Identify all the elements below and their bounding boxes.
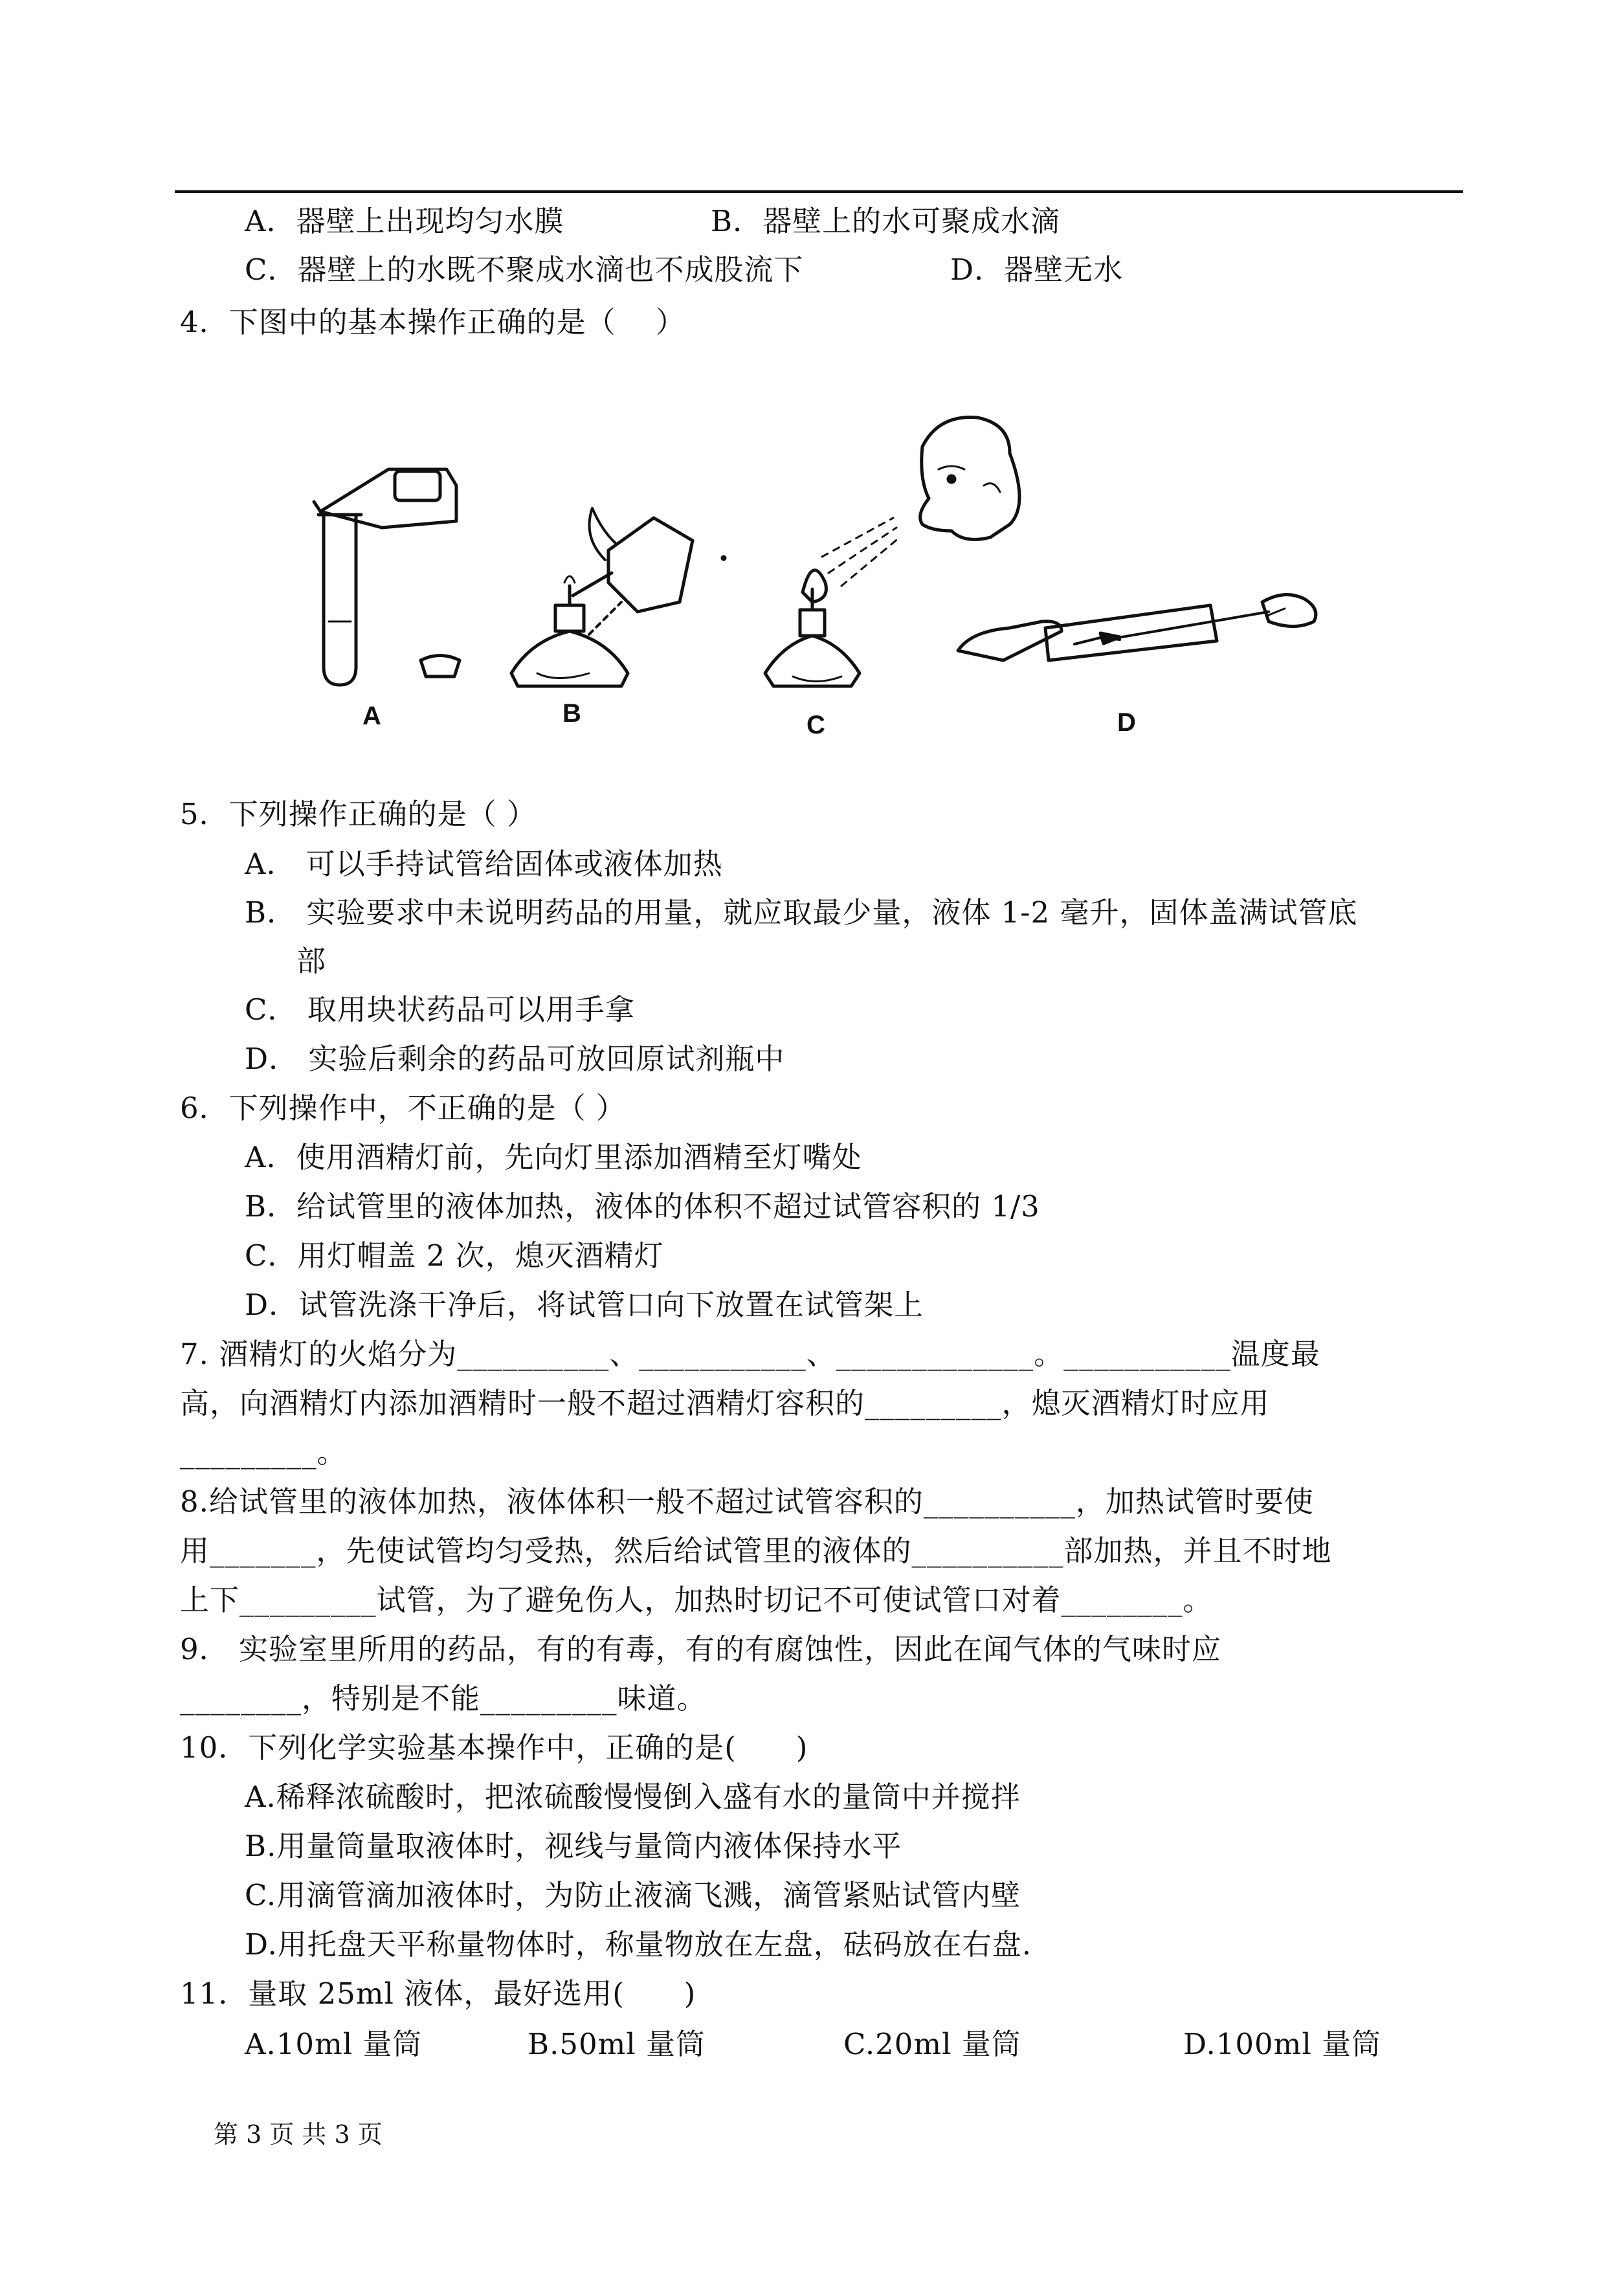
q10-option-c: C.用滴管滴加液体时，为防止液滴飞溅，滴管紧贴试管内壁 [245, 1878, 1021, 1912]
q5-option-a: A． 可以手持试管给固体或液体加热 [245, 847, 723, 881]
q8-line2: 用_______，先使试管均匀受热，然后给试管里的液体的__________部加热，并且不时地 [180, 1534, 1332, 1568]
q11-option-c: C.20ml 量筒 [843, 2027, 1021, 2061]
page-footer: 第 3 页 共 3 页 [214, 2120, 383, 2149]
q5-option-c: C． 取用块状药品可以用手拿 [245, 992, 635, 1027]
q11-stem: 11．量取 25ml 液体，最好选用( ) [180, 1976, 696, 2011]
q6-stem: 6．下列操作中，不正确的是（ ） [180, 1091, 626, 1125]
q5-option-d: D． 实验后剩余的药品可放回原试剂瓶中 [245, 1042, 785, 1076]
figure-d-spatula-illustration [958, 595, 1316, 660]
q3-option-a: A．器壁上出现均匀水膜 [245, 204, 564, 238]
q11-option-d: D.100ml 量筒 [1183, 2027, 1382, 2061]
q11-option-a: A.10ml 量筒 [245, 2027, 423, 2061]
q9-line1: 9． 实验室里所用的药品，有的有毒，有的有腐蚀性，因此在闻气体的气味时应 [180, 1632, 1221, 1666]
q6-option-d: D．试管洗涤干净后，将试管口向下放置在试管架上 [245, 1288, 924, 1322]
q3-option-c: C．器壁上的水既不聚成水滴也不成股流下 [245, 252, 804, 287]
header-rule [175, 190, 1463, 193]
q5-option-b-line1: B． 实验要求中未说明药品的用量，就应取最少量，液体 1-2 毫升，固体盖满试管底 [245, 895, 1358, 930]
q10-stem: 10．下列化学实验基本操作中，正确的是( ) [180, 1730, 808, 1765]
figure-label-b: B [562, 699, 581, 728]
q4-stem: 4．下图中的基本操作正确的是（ ） [180, 305, 685, 339]
q10-option-d: D.用托盘天平称量物体时，称量物放在左盘，砝码放在右盘. [245, 1927, 1032, 1962]
q7-line3: _________。 [180, 1435, 347, 1470]
q8-line1: 8.给试管里的液体加热，液体体积一般不超过试管容积的__________，加热试管时要使 [180, 1484, 1314, 1519]
q7-line2: 高，向酒精灯内添加酒精时一般不超过酒精灯容积的_________，熄灭酒精灯时应用 [180, 1386, 1270, 1420]
q8-line3: 上下_________试管，为了避免伤人，加热时切记不可使试管口对着________。 [180, 1583, 1213, 1617]
figure-c-blowing-illustration [765, 418, 1019, 686]
q11-option-b: B.50ml 量筒 [528, 2027, 706, 2061]
figure-b-lamp-illustration [511, 508, 693, 686]
q9-line2: ________，特别是不能_________味道。 [180, 1681, 707, 1716]
q5-stem: 5．下列操作正确的是（ ） [180, 797, 537, 831]
q6-option-c: C．用灯帽盖 2 次，熄灭酒精灯 [245, 1238, 664, 1273]
figure-label-a: A [362, 702, 381, 730]
q6-option-a: A．使用酒精灯前，先向灯里添加酒精至灯嘴处 [245, 1140, 862, 1174]
q7-line1: 7. 酒精灯的火焰分为__________、___________、_____________。___________温度最 [180, 1337, 1320, 1371]
q3-option-b: B．器壁上的水可聚成水滴 [711, 204, 1061, 238]
q3-option-d: D．器壁无水 [950, 252, 1124, 287]
q6-option-b: B．给试管里的液体加热，液体的体积不超过试管容积的 1/3 [245, 1189, 1040, 1224]
q10-option-b: B.用量筒量取液体时，视线与量筒内液体保持水平 [245, 1829, 902, 1863]
q10-option-a: A.稀释浓硫酸时，把浓硫酸慢慢倒入盛有水的量筒中并搅拌 [245, 1780, 1021, 1814]
q5-option-b-line2: 部 [296, 944, 327, 978]
figure-label-d: D [1117, 708, 1136, 737]
q4-figure [285, 388, 1333, 751]
figure-a-pouring-illustration [314, 469, 460, 685]
figure-label-c: C [806, 711, 825, 739]
